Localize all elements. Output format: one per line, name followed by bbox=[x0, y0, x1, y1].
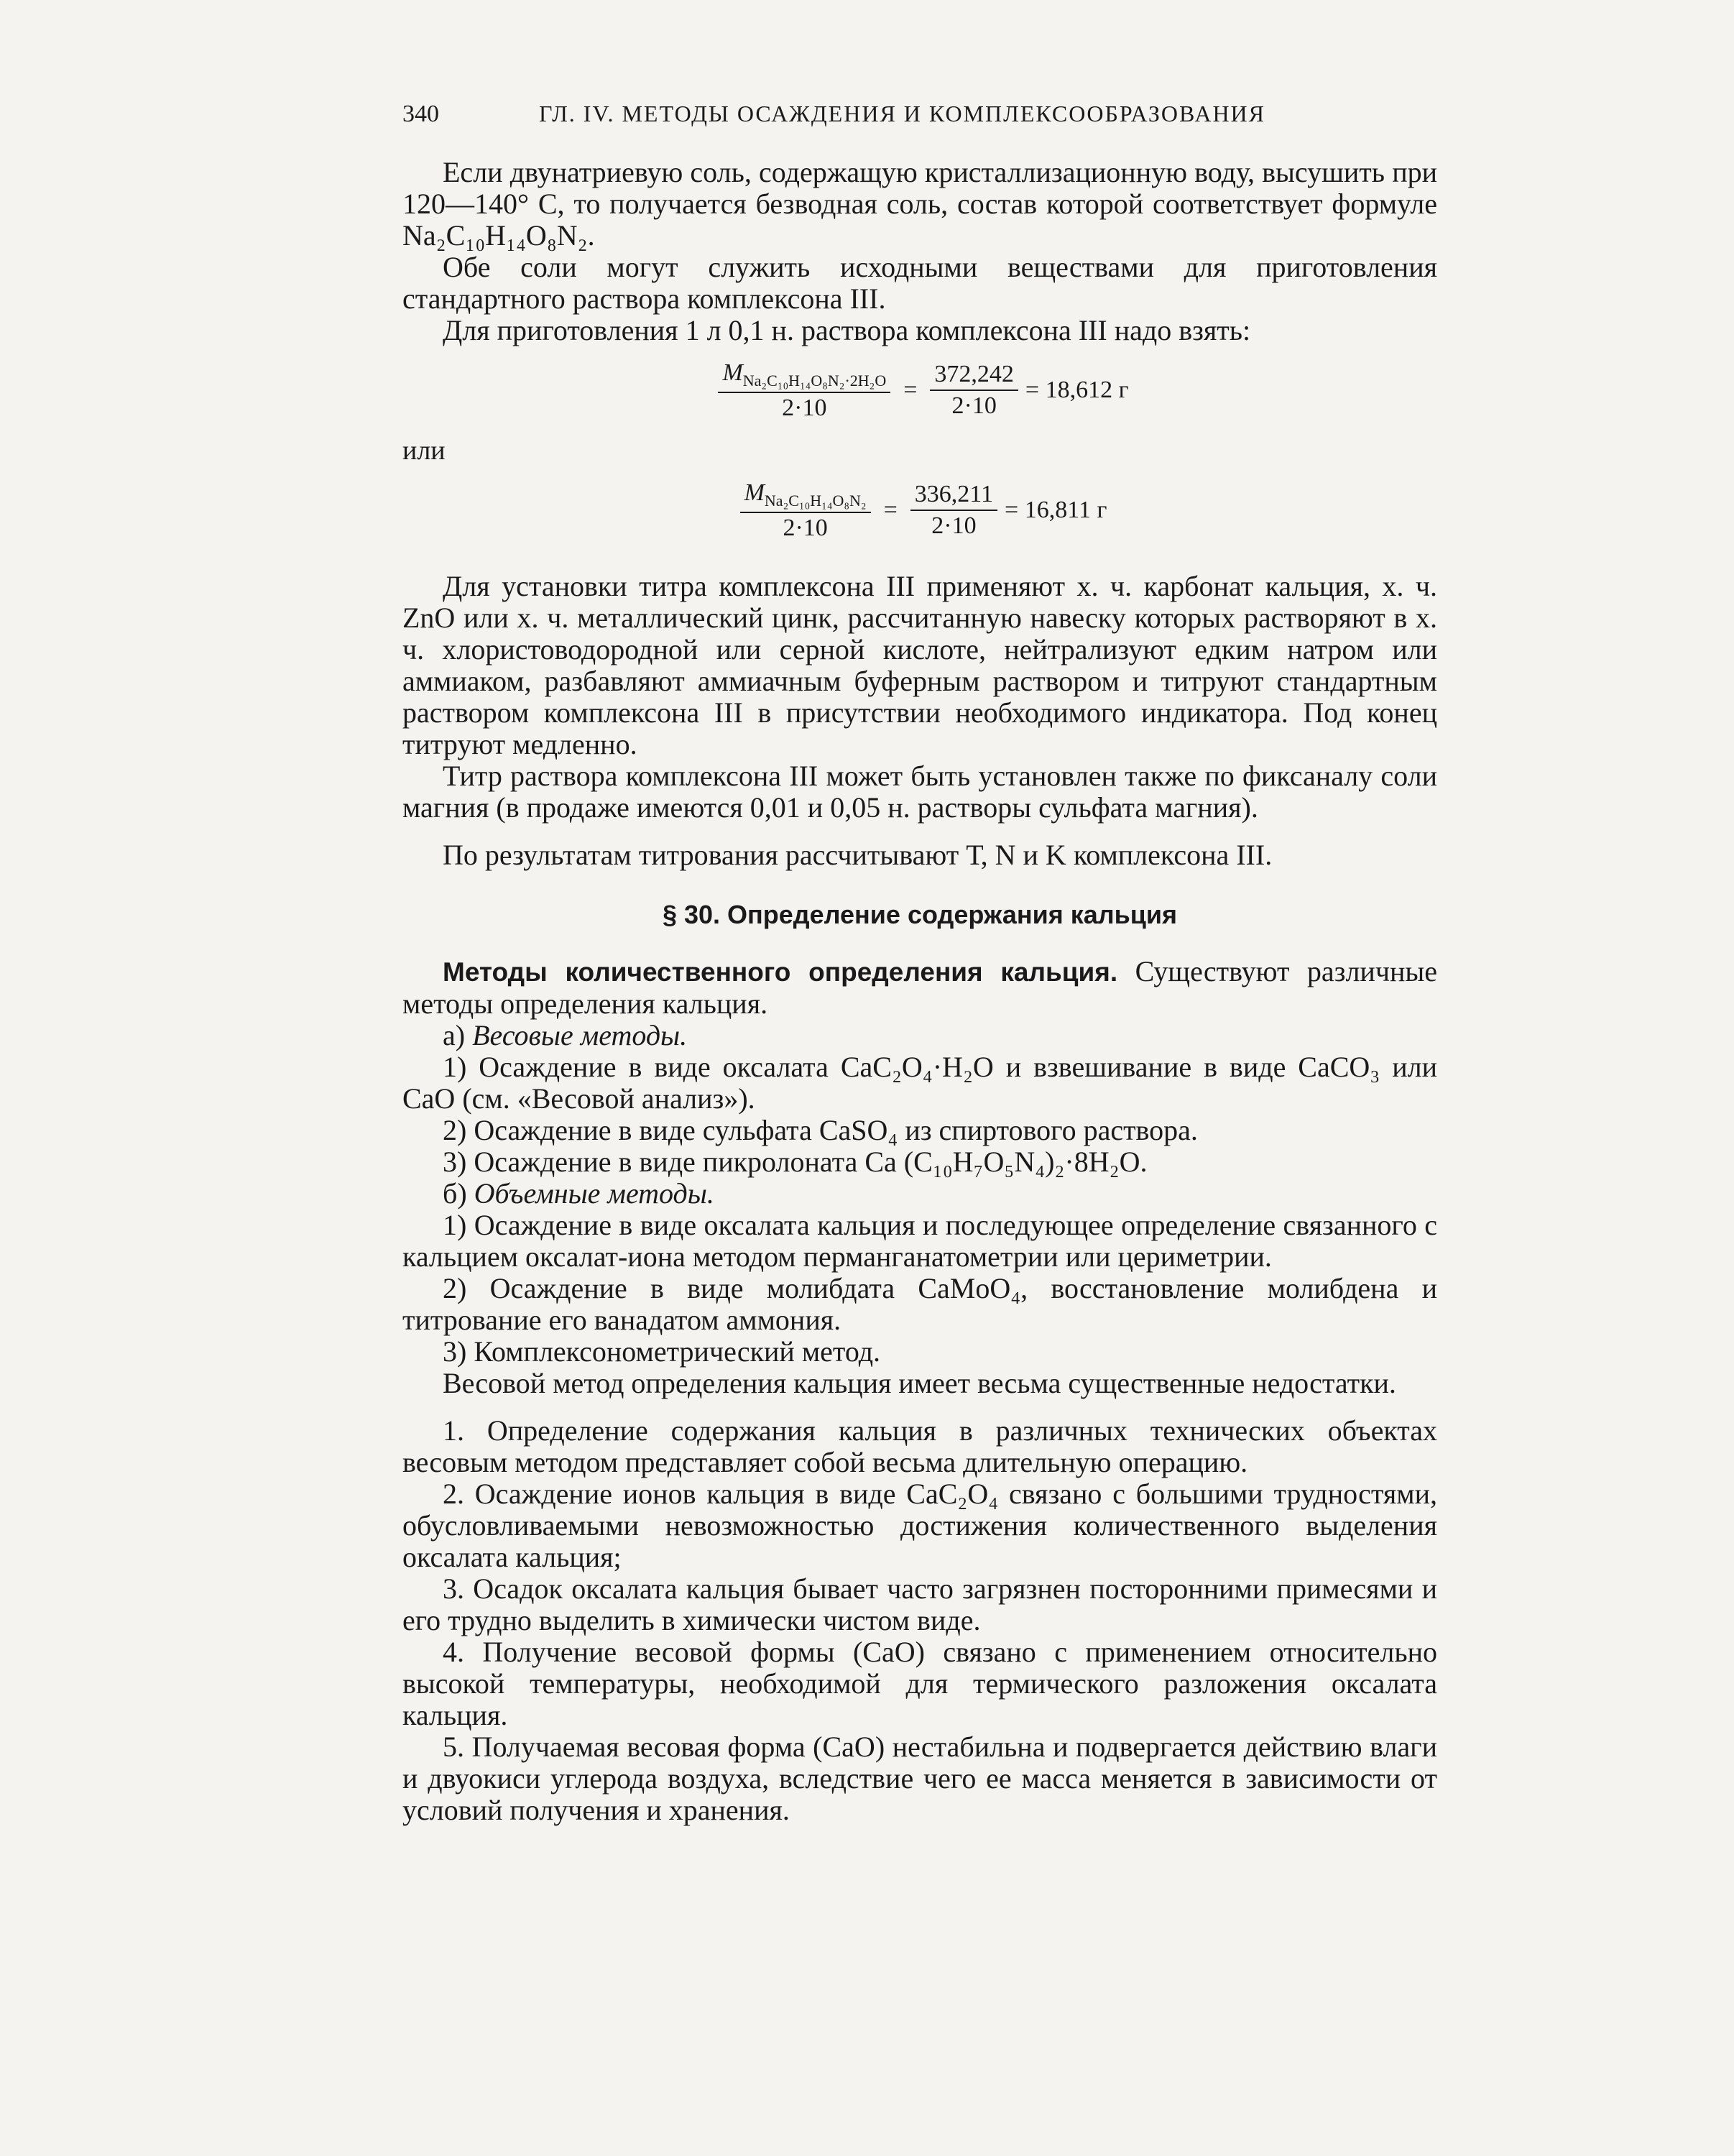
formula-result: = 16,811 г bbox=[1005, 497, 1107, 524]
subheading-label: б) bbox=[443, 1176, 474, 1210]
chapter-title: ГЛ. IV. МЕТОДЫ ОСАЖДЕНИЯ И КОМПЛЕКСООБРАЗОВАНИЯ bbox=[539, 101, 1265, 126]
subheading-title: Объемные методы. bbox=[474, 1176, 714, 1210]
formula-value-numerator: 336,211 bbox=[910, 481, 997, 511]
formula-result: = 18,612 г bbox=[1025, 377, 1129, 404]
list-item: 1) Осаждение в виде оксалата CaC₂O₄·H₂O и взвешивание в виде CaCO₃ или CaO (см. «Весовой анализ»). bbox=[402, 1050, 1437, 1115]
paragraph-drawbacks-intro: Весовой метод определения кальция имеет весьма существенные недостатки. bbox=[443, 1366, 1396, 1399]
formula-numerator: M bbox=[722, 359, 743, 386]
formula-subscript: Na₂C₁₀H₁₄O₈N₂ bbox=[764, 491, 867, 510]
list-item: 1. Определение содержания кальция в различных технических объектах весовым методом представляет собой весьма длительную операцию. bbox=[402, 1414, 1437, 1478]
paragraph-preparation: Для приготовления 1 л 0,1 н. раствора комплексона III надо взять: bbox=[443, 314, 1251, 346]
lead-rest-text: Существуют различные методы определения кальция. bbox=[402, 954, 1437, 1020]
list-item: 2) Осаждение в виде молибдата CaMoO₄, восстановление молибдена и титрование его ванадатом аммония. bbox=[402, 1271, 1437, 1336]
formula-anhydrous bbox=[402, 479, 1437, 542]
list-item: 5. Получаемая весовая форма (CaO) нестабильна и подвергается действию влаги и двуокиси углерода воздуха, вследствие чего ее масса меняется в зависимости от условий получения и хранения. bbox=[402, 1730, 1437, 1826]
subheading-title: Весовые методы. bbox=[472, 1018, 688, 1051]
paragraph-titre-setting: Для установки титра комплексона III применяют х. ч. карбонат кальция, х. ч. ZnO или х. ч. металлический цинк, рассчитанную навеску которых растворяют в х. ч. хлористоводородной или серной кислоте, нейтрализуют едким натром или аммиаком, разбавляют аммиачным буферным раствором и титруют стандартным раствором комплексона III в присутствии необходимого индикатора. Под конец титруют медленно. bbox=[402, 569, 1437, 760]
subheading-label: а) bbox=[443, 1018, 473, 1051]
section-heading: § 30. Определение содержания кальция bbox=[662, 899, 1178, 929]
paragraph-results: По результатам титрования рассчитывают Т, N и K комплексона III. bbox=[443, 838, 1273, 871]
fraction-molar-mass bbox=[718, 359, 890, 422]
equals-sign: = bbox=[903, 377, 918, 404]
equals-sign: = bbox=[883, 497, 898, 524]
page-number: 340 bbox=[402, 101, 439, 127]
running-head bbox=[402, 101, 1437, 128]
formula-denominator: 2·10 bbox=[782, 394, 827, 421]
lead-bold-text: Методы количественного определения кальция. bbox=[443, 957, 1118, 987]
fraction-value bbox=[930, 361, 1018, 420]
or-word: или bbox=[402, 435, 446, 466]
list-item: 2. Осаждение ионов кальция в виде CaC₂O₄ связано с большими трудностями, обусловливаемыми невозможностью достижения количественного выделения оксалата кальция; bbox=[402, 1477, 1437, 1573]
paragraph-anhydrous-salt: Если двунатриевую соль, содержащую кристаллизационную воду, высушить при 120—140° С, то получается безводная соль, состав которой соответствует формуле Na₂C₁₀H₁₄O₈N₂. bbox=[402, 156, 1437, 252]
formula-value-denominator: 2·10 bbox=[951, 392, 997, 420]
list-item: 3) Комплексонометрический метод. bbox=[443, 1335, 881, 1368]
list-item: 4. Получение весовой формы (CaO) связано с применением относительно высокой температуры, необходимой для термического разложения оксалата кальция. bbox=[402, 1635, 1437, 1731]
fraction-value bbox=[910, 481, 997, 540]
formula-subscript: Na₂C₁₀H₁₄O₈N₂·2H₂O bbox=[742, 371, 887, 390]
paragraph-both-salts: Обе соли могут служить исходными веществами для приготовления стандартного раствора комплексона III. bbox=[402, 251, 1437, 315]
formula-numerator: M bbox=[744, 479, 765, 506]
book-page bbox=[402, 101, 1437, 1897]
list-item: 2) Осаждение в виде сульфата CaSO₄ из спиртового раствора. bbox=[443, 1113, 1198, 1146]
subheading-gravimetric bbox=[402, 1020, 1437, 1051]
formula-value-numerator: 372,242 bbox=[930, 361, 1018, 391]
fraction-molar-mass bbox=[740, 479, 871, 542]
paragraph-methods-lead bbox=[402, 956, 1437, 1020]
formula-value-denominator: 2·10 bbox=[931, 512, 977, 540]
list-item: 3) Осаждение в виде пикролоната Ca (C₁₀H₇O₅N₄)₂·8H₂O. bbox=[443, 1145, 1148, 1178]
list-item: 3. Осадок оксалата кальция бывает часто загрязнен посторонними примесями и его трудно выделить в химически чистом виде. bbox=[402, 1572, 1437, 1636]
subheading-volumetric bbox=[402, 1178, 1437, 1210]
formula-dihydrate bbox=[402, 359, 1437, 422]
paragraph-fixanal: Титр раствора комплексона III может быть установлен также по фиксаналу соли магния (в продаже имеются 0,01 и 0,05 н. растворы сульфата магния). bbox=[402, 759, 1437, 824]
formula-denominator: 2·10 bbox=[783, 514, 828, 541]
list-item: 1) Осаждение в виде оксалата кальция и последующее определение связанного с кальцием оксалат-иона методом перманганатометрии или цериметрии. bbox=[402, 1208, 1437, 1273]
